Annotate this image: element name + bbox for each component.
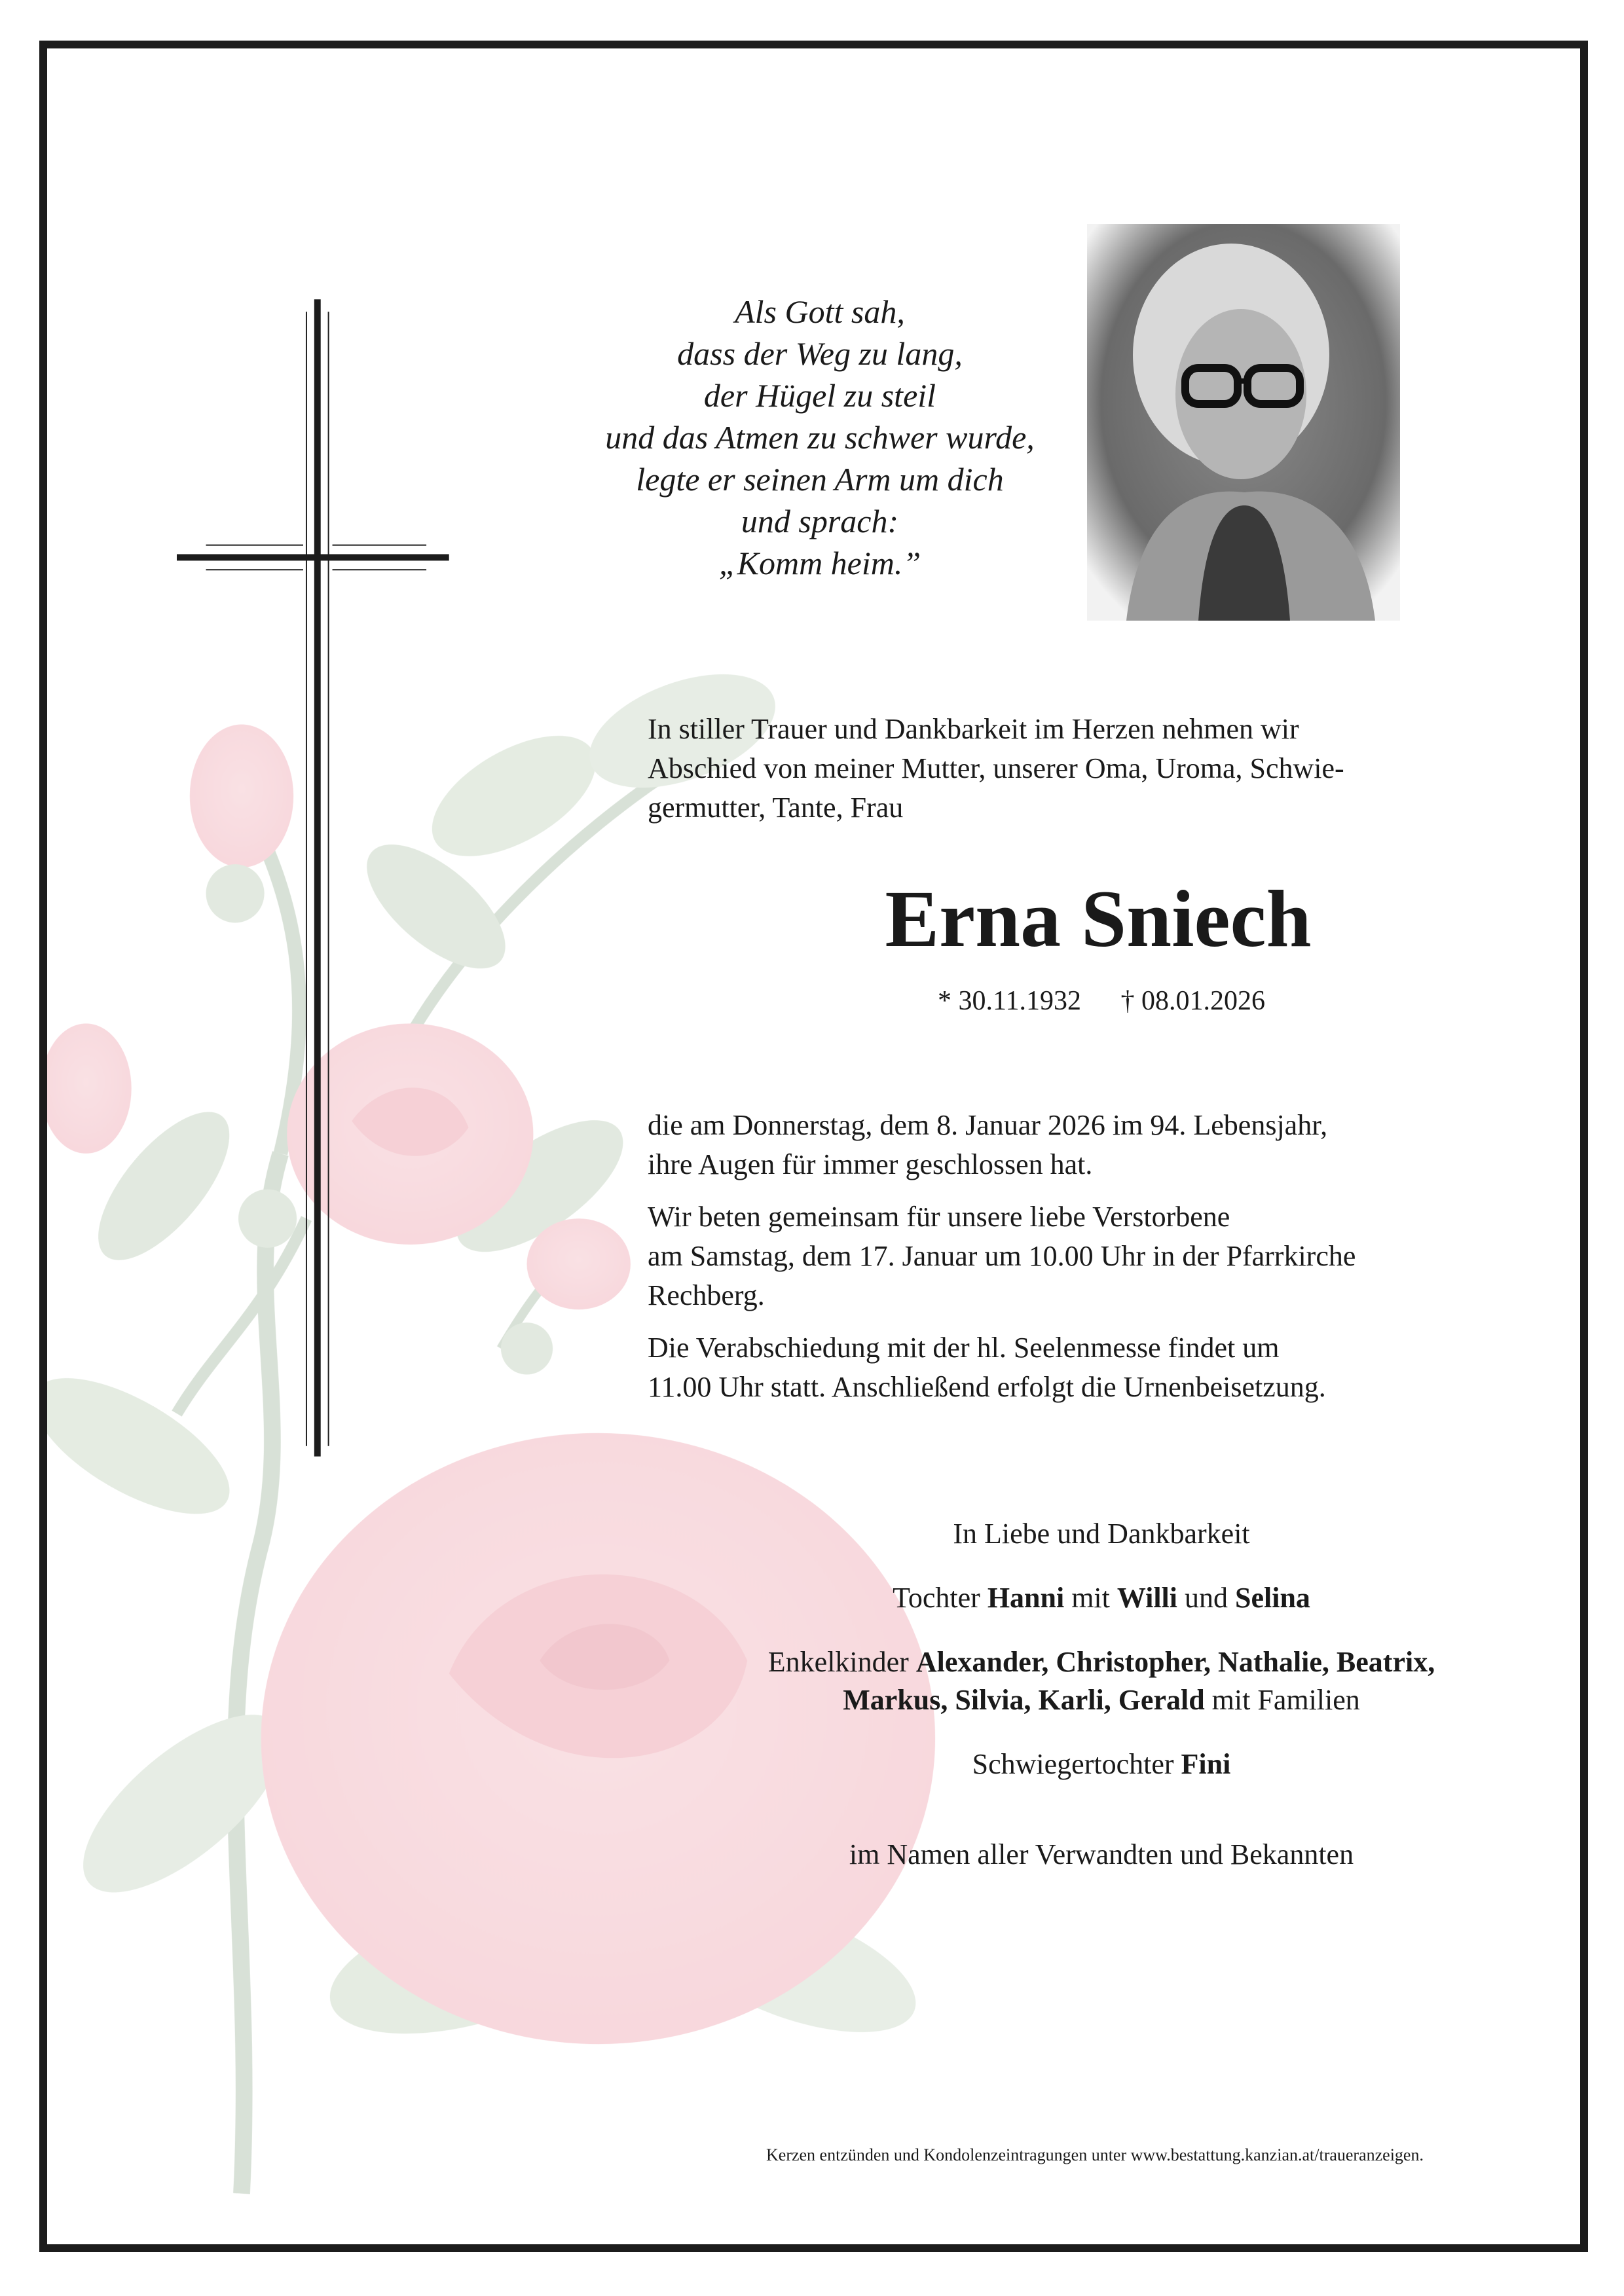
- paragraph-line: am Samstag, dem 17. Januar um 10.00 Uhr in der Pfarrkirche: [648, 1240, 1356, 1272]
- life-dates: [807, 981, 1396, 1021]
- announcement-body: [648, 1106, 1499, 1420]
- family-name: Fini: [1181, 1748, 1231, 1780]
- signoff-grandchildren: [637, 1643, 1566, 1719]
- poem-line: der Hügel zu steil: [703, 377, 936, 414]
- poem-line: „Komm heim.”: [718, 545, 921, 581]
- signoff-daughter-in-law: [637, 1745, 1566, 1783]
- paragraph-line: 11.00 Uhr statt. Anschließend erfolgt die Urnenbeisetzung.: [648, 1371, 1326, 1403]
- family-names: Markus, Silvia, Karli, Gerald: [843, 1684, 1205, 1716]
- family-name: Selina: [1235, 1582, 1310, 1614]
- family-names: Alexander, Christopher, Nathalie, Beatrix,: [915, 1646, 1435, 1678]
- signoff-daughter: [637, 1579, 1566, 1617]
- poem-line: dass der Weg zu lang,: [677, 335, 963, 372]
- portrait-photo: [1087, 224, 1400, 621]
- paragraph: [648, 1328, 1499, 1407]
- obituary-frame: [39, 41, 1588, 2252]
- paragraph-line: Die Verabschiedung mit der hl. Seelenmesse findet um: [648, 1332, 1280, 1364]
- paragraph-line: die am Donnerstag, dem 8. Januar 2026 im 94. Lebensjahr,: [648, 1109, 1328, 1141]
- family-signoff: [637, 1515, 1566, 1900]
- label-text: Schwiegertochter: [972, 1748, 1181, 1780]
- family-name: Hanni: [987, 1582, 1065, 1614]
- label-text: mit: [1064, 1582, 1117, 1614]
- paragraph: [648, 1106, 1499, 1184]
- intro-line: Abschied von meiner Mutter, unserer Oma, Uroma, Schwie-: [648, 752, 1344, 784]
- footer-note: Kerzen entzünden und Kondolenzeintragungen unter www.bestattung.kanzian.at/traueranzeigen.: [766, 2145, 1424, 2164]
- poem-line: und das Atmen zu schwer wurde,: [605, 419, 1035, 456]
- paragraph-line: Wir beten gemeinsam für unsere liebe Verstorbene: [648, 1201, 1230, 1233]
- label-text: mit Familien: [1204, 1684, 1360, 1716]
- paragraph-line: Rechberg.: [648, 1279, 765, 1311]
- signoff-line: In Liebe und Dankbarkeit: [953, 1518, 1250, 1550]
- paragraph-line: ihre Augen für immer geschlossen hat.: [648, 1148, 1093, 1180]
- intro-line: In stiller Trauer und Dankbarkeit im Herzen nehmen wir: [648, 713, 1299, 745]
- intro-line: germutter, Tante, Frau: [648, 792, 904, 824]
- intro-text: [648, 710, 1499, 828]
- deceased-name: Erna Sniech: [885, 874, 1312, 964]
- poem-line: Als Gott sah,: [735, 293, 905, 330]
- label-text: und: [1177, 1582, 1235, 1614]
- signoff-closing: im Namen aller Verwandten und Bekannten: [849, 1838, 1354, 1870]
- poem-line: legte er seinen Arm um dich: [636, 461, 1004, 498]
- death-date: 08.01.2026: [1141, 986, 1265, 1016]
- death-cross-icon: †: [1120, 986, 1135, 1016]
- poem-line: und sprach:: [741, 503, 899, 539]
- memorial-poem: [519, 291, 1121, 584]
- paragraph: [648, 1197, 1499, 1315]
- family-name: Willi: [1116, 1582, 1177, 1614]
- label-text: Enkelkinder: [767, 1646, 916, 1678]
- birth-date: * 30.11.1932: [938, 986, 1081, 1016]
- label-text: Tochter: [893, 1582, 987, 1614]
